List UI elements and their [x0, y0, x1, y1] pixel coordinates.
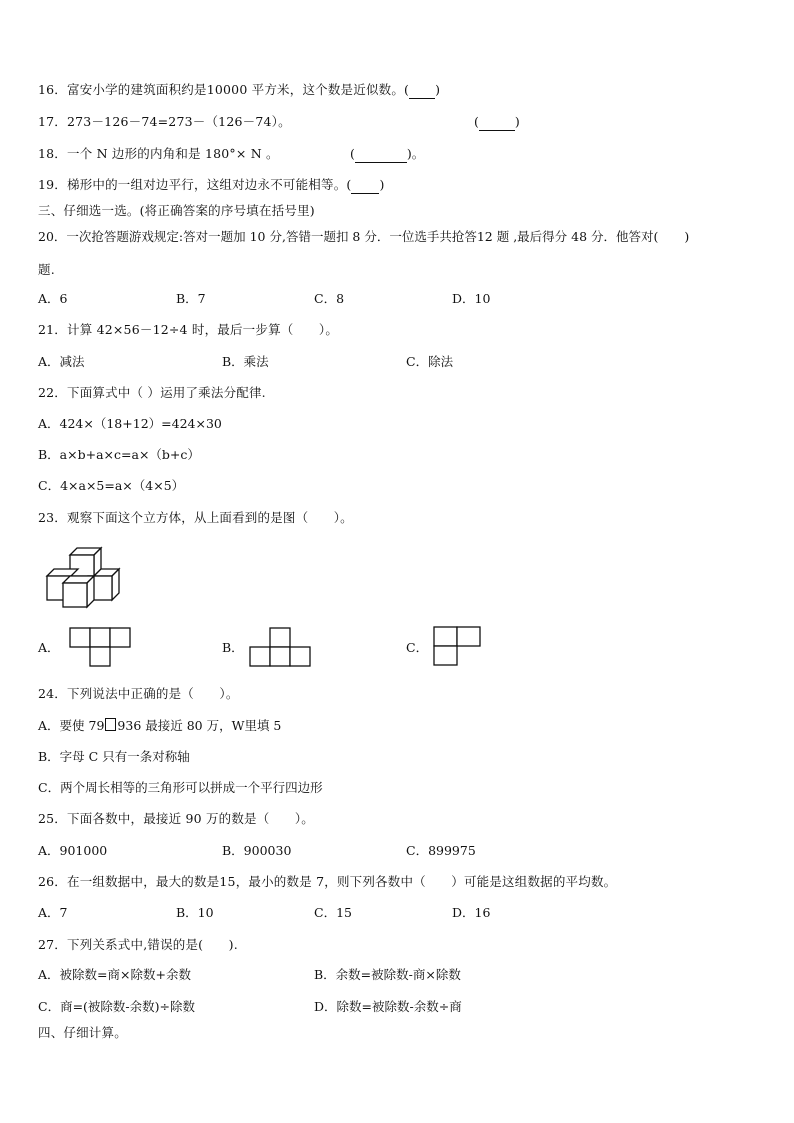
option-27-a[interactable]: A．被除数=商×除数+余数 — [38, 967, 191, 982]
option-26-a[interactable]: A．7 — [38, 905, 68, 920]
option-22-a[interactable]: A．424×（18+12）=424×30 — [38, 416, 222, 431]
question-17 — [38, 114, 291, 130]
cube-stack-figure — [40, 545, 130, 610]
question-21: 21．计算 42×56－12÷4 时，最后一步算（ ）。 — [38, 322, 339, 337]
top-view-option-b[interactable] — [249, 627, 311, 667]
question-20: 20．一次抢答题游戏规定:答对一题加 10 分,答错一题扣 8 分．一位选手共抢答12 题 ,最后得分 48 分．他答对( ) — [38, 229, 690, 244]
option-22-c[interactable]: C．4×a×5=a×（4×5） — [38, 478, 185, 493]
option-26-d[interactable]: D．16 — [452, 905, 491, 920]
digit-box — [105, 718, 116, 731]
question-20-text: 20．一次抢答题游戏规定:答对一题加 10 分,答错一题扣 8 分．一位选手共抢答12 题 ,最后得分 48 分．他答对( — [38, 229, 659, 244]
question-22: 22．下面算式中（ ）运用了乘法分配律. — [38, 385, 266, 400]
question-19-text: 19．梯形中的一组对边平行，这组对边永不可能相等。( — [38, 177, 352, 192]
question-24: 24．下列说法中正确的是（ ）。 — [38, 686, 239, 701]
question-27: 27．下列关系式中,错误的是( ). — [38, 937, 238, 952]
question-18-text: 18．一个 N 边形的内角和是 180°× N 。 — [38, 146, 279, 161]
top-view-option-c[interactable] — [433, 626, 483, 666]
question-26: 26．在一组数据中，最大的数是15，最小的数是 7，则下列各数中（ ）可能是这组数据的平均数。 — [38, 874, 617, 889]
answer-blank-17-wrap: ( ) — [474, 114, 520, 129]
answer-blank-16[interactable] — [409, 82, 435, 99]
answer-blank-18-wrap: ( )。 — [350, 146, 425, 161]
option-21-c[interactable]: C．除法 — [406, 354, 454, 369]
question-25: 25．下面各数中，最接近 90 万的数是（ ）。 — [38, 811, 315, 826]
option-25-a[interactable]: A．901000 — [38, 843, 108, 858]
option-27-c[interactable]: C．商=(被除数-余数)÷除数 — [38, 999, 195, 1014]
answer-blank-19[interactable] — [351, 177, 379, 194]
option-27-d[interactable]: D．除数=被除数-余数÷商 — [314, 999, 462, 1014]
option-26-b[interactable]: B．10 — [176, 905, 214, 920]
option-20-b[interactable]: B．7 — [176, 291, 206, 306]
question-17-text: 17．273－126－74=273－（126－74）。 — [38, 114, 291, 129]
question-18 — [38, 146, 279, 162]
option-26-c[interactable]: C．15 — [314, 905, 352, 920]
option-21-a[interactable]: A．减法 — [38, 354, 85, 369]
question-16-text: 16．富安小学的建筑面积约是10000 平方米，这个数是近似数。( — [38, 82, 410, 97]
option-24-b[interactable]: B．字母 C 只有一条对称轴 — [38, 749, 190, 764]
section-4-heading: 四、仔细计算。 — [38, 1025, 127, 1040]
option-25-c[interactable]: C．899975 — [406, 843, 476, 858]
question-16: 16．富安小学的建筑面积约是10000 平方米，这个数是近似数。( ) — [38, 82, 441, 97]
option-21-b[interactable]: B．乘法 — [222, 354, 269, 369]
option-20-d[interactable]: D．10 — [452, 291, 491, 306]
option-25-b[interactable]: B．900030 — [222, 843, 292, 858]
question-19: 19．梯形中的一组对边平行，这组对边永不可能相等。( ) — [38, 177, 385, 192]
figure-label-c[interactable]: C． — [406, 640, 429, 655]
option-20-a[interactable]: A．6 — [38, 291, 68, 306]
answer-blank-18[interactable] — [355, 146, 407, 163]
option-27-b[interactable]: B．余数=被除数-商×除数 — [314, 967, 461, 982]
figure-label-a[interactable]: A． — [38, 640, 60, 655]
answer-blank-20[interactable] — [658, 229, 684, 245]
option-24-a[interactable]: A．要使 79 936 最接近 80 万，W里填 5 — [38, 718, 282, 733]
option-20-c[interactable]: C．8 — [314, 291, 345, 306]
question-20-line2: 题. — [38, 262, 55, 277]
section-3-heading: 三、仔细选一选。(将正确答案的序号填在括号里) — [38, 203, 315, 218]
top-view-option-a[interactable] — [69, 627, 131, 667]
figure-label-b[interactable]: B． — [222, 640, 244, 655]
answer-blank-17[interactable] — [479, 114, 515, 131]
question-23: 23．观察下面这个立方体，从上面看到的是图（ ）。 — [38, 510, 353, 525]
option-24-c[interactable]: C．两个周长相等的三角形可以拼成一个平行四边形 — [38, 780, 323, 795]
option-22-b[interactable]: B．a×b+a×c=a×（b+c） — [38, 447, 200, 462]
